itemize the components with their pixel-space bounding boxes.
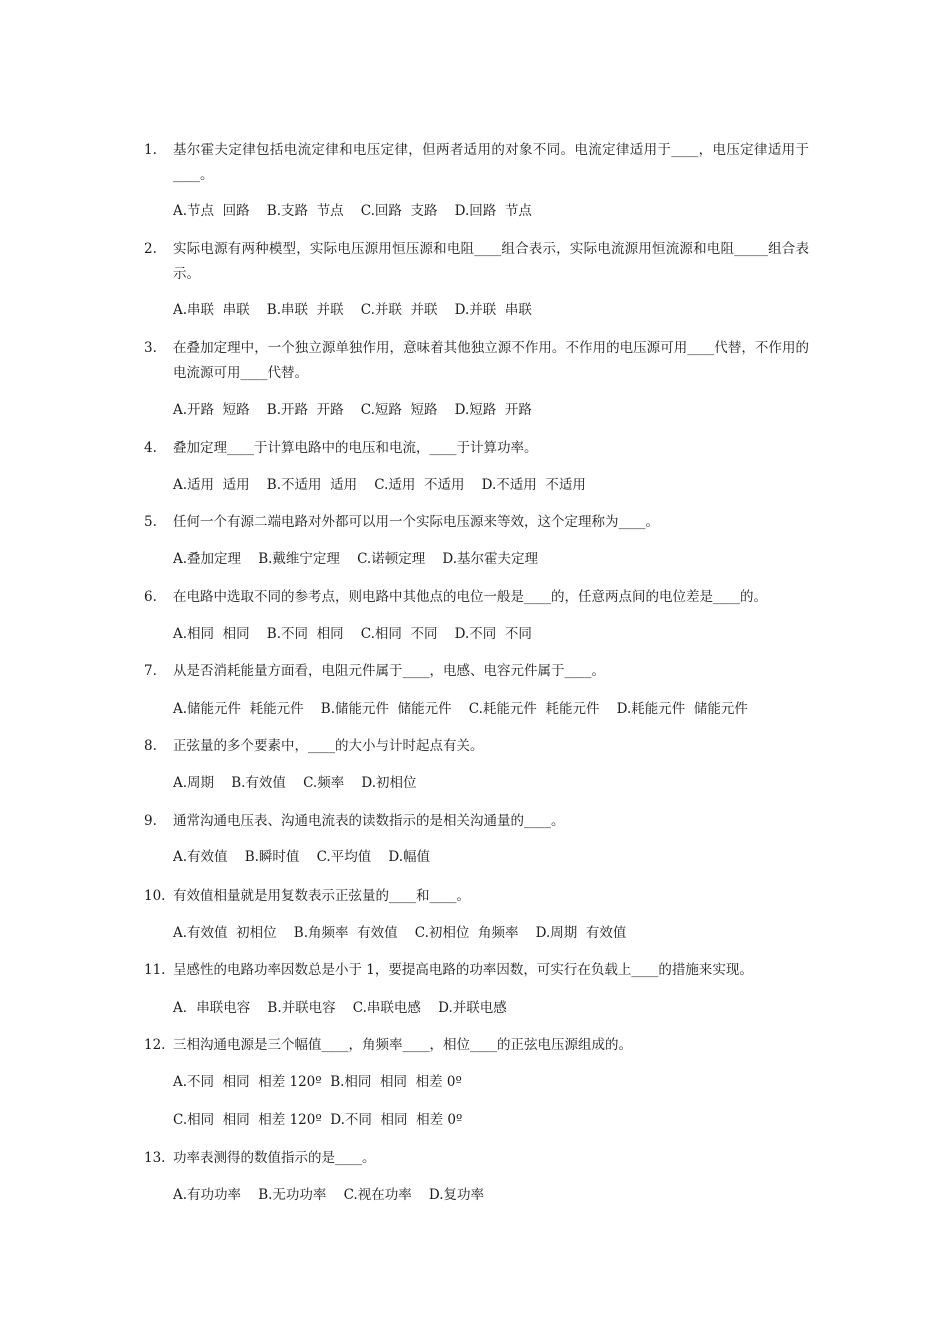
question-number: 4. [144, 440, 157, 456]
question-options: A.叠加定理 B.戴维宁定理 C.诺顿定理 D.基尔霍夫定理 [173, 551, 539, 567]
question-stem: 通常沟通电压表、沟通电流表的读数指示的是相关沟通量的____。 [173, 813, 565, 829]
question-number: 11. [144, 962, 166, 978]
question-stem: 从是否消耗能量方面看，电阻元件属于____，电感、电容元件属于____。 [173, 663, 605, 679]
question-options: A.周期 B.有效值 C.频率 D.初相位 [173, 775, 417, 791]
question-number: 1. [144, 142, 157, 158]
question-stem: 在叠加定理中，一个独立源单独作用，意味着其他独立源不作用。不作用的电压源可用____代替，不作用的电流源可用____代替。 [173, 340, 809, 381]
question-number: 12. [144, 1037, 166, 1053]
question-stem: 三相沟通电源是三个幅值____，角频率____，相位____的正弦电压源组成的。 [173, 1037, 632, 1053]
question-number: 10. [144, 888, 166, 904]
question-options: A.节点 回路 B.支路 节点 C.回路 支路 D.回路 节点 [173, 203, 532, 219]
question-stem: 任何一个有源二端电路对外都可以用一个实际电压源来等效，这个定理称为____。 [173, 514, 659, 530]
question-stem: 叠加定理____于计算电路中的电压和电流，____于计算功率。 [173, 440, 538, 456]
question-options: A.有功功率 B.无功功率 C.视在功率 D.复功率 [173, 1187, 485, 1203]
question-stem: 实际电源有两种模型，实际电压源用恒压源和电阻____组合表示，实际电流源用恒流源和电阻_____组合表示。 [173, 241, 809, 282]
question-stem: 正弦量的多个要素中，____的大小与计时起点有关。 [173, 738, 484, 754]
question-number: 9. [144, 813, 157, 829]
question-options: A.储能元件 耗能元件 B.储能元件 储能元件 C.耗能元件 耗能元件 D.耗能元件 储能元件 [173, 701, 748, 717]
question-number: 3. [144, 340, 157, 356]
question-number: 2. [144, 241, 157, 257]
question-options: A.有效值 初相位 B.角频率 有效值 C.初相位 角频率 D.周期 有效值 [173, 925, 627, 941]
question-number: 7. [144, 663, 157, 679]
question-number: 8. [144, 738, 157, 754]
question-options: A.开路 短路 B.开路 开路 C.短路 短路 D.短路 开路 [173, 402, 532, 418]
question-options: A.有效值 B.瞬时值 C.平均值 D.幅值 [173, 849, 431, 865]
question-stem: 呈感性的电路功率因数总是小于 1，要提高电路的功率因数，可实行在负载上____的措施来实现。 [173, 962, 753, 978]
question-options: A.不同 相同 相差 120º B.相同 相同 相差 0º [173, 1074, 462, 1090]
question-stem: 在电路中选取不同的参考点，则电路中其他点的电位一般是____的，任意两点间的电位差是____的。 [173, 589, 767, 605]
question-number: 6. [144, 589, 157, 605]
question-options: A．串联电容 B.并联电容 C.串联电感 D.并联电感 [173, 1000, 507, 1016]
question-number: 13. [144, 1150, 166, 1166]
question-stem: 功率表测得的数值指示的是____。 [173, 1150, 376, 1166]
question-stem: 有效值相量就是用复数表示正弦量的____和____。 [173, 888, 470, 904]
question-number: 5. [144, 514, 157, 530]
question-stem: 基尔霍夫定律包括电流定律和电压定律，但两者适用的对象不同。电流定律适用于____，电压定律适用于____。 [173, 142, 809, 183]
question-options: A.适用 适用 B.不适用 适用 C.适用 不适用 D.不适用 不适用 [173, 477, 586, 493]
question-options: C.相同 相同 相差 120º D.不同 相同 相差 0º [173, 1112, 463, 1128]
question-options: A.串联 串联 B.串联 并联 C.并联 并联 D.并联 串联 [173, 302, 532, 318]
question-options: A.相同 相同 B.不同 相同 C.相同 不同 D.不同 不同 [173, 626, 532, 642]
